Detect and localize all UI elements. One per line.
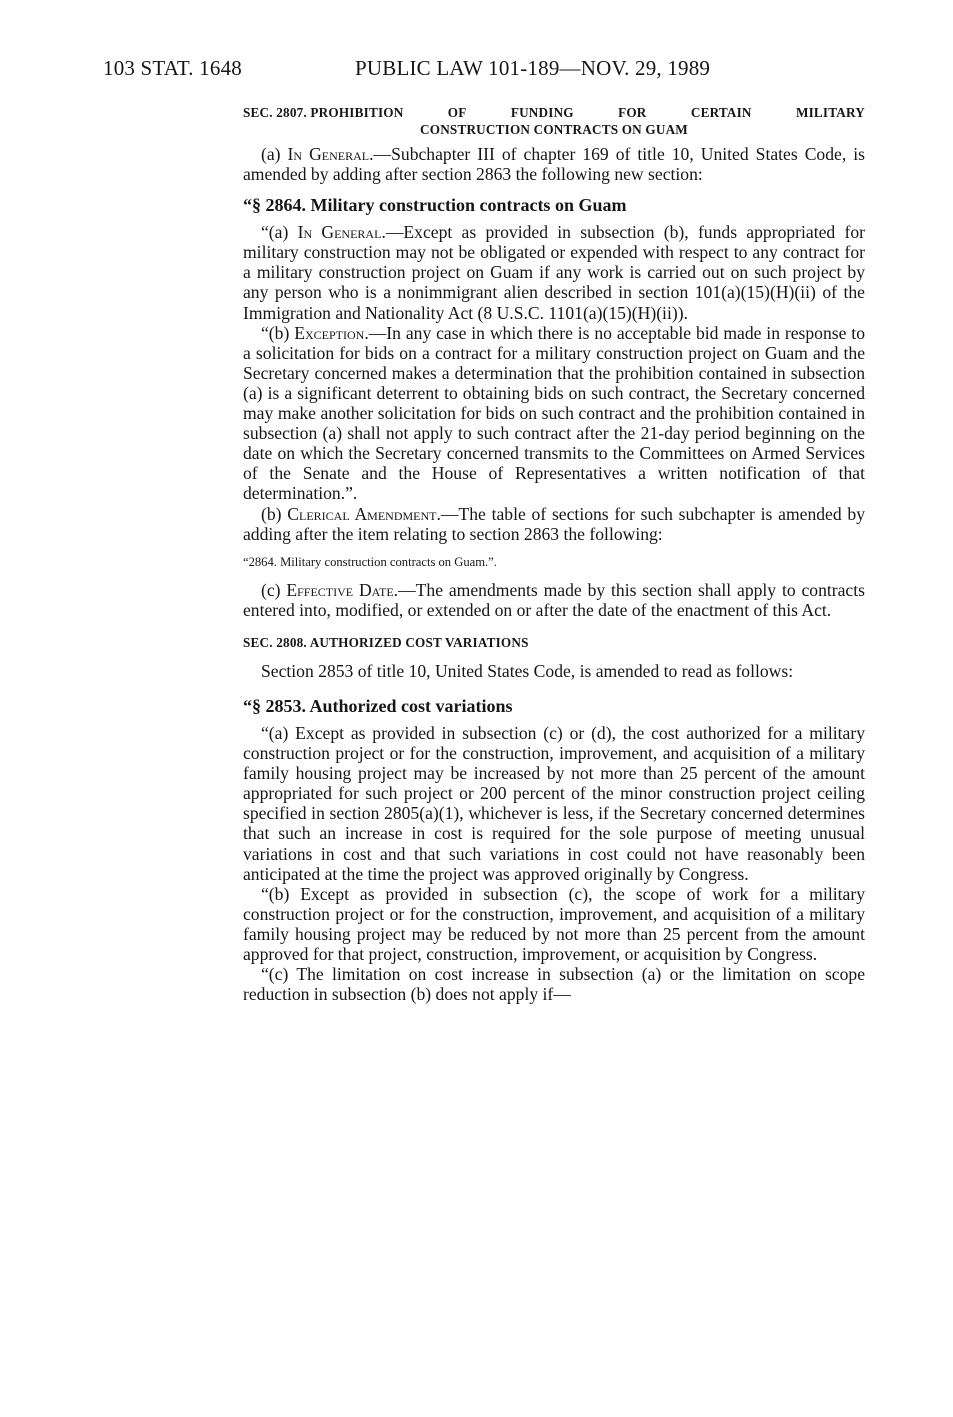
heading-word: OF bbox=[447, 105, 467, 120]
subsection-text: .—Except as provided in subsection (b), funds appropriated for military construction may not be obligated or expended with respect to any contract for a military construction project on Guam if any work is carried out on such project by any person who is a nonimmigrant alien described in section 101(a)(15)(H)(ii) of the Immigration and Nationality Act (8 U.S.C. 1101(a)(15)(H)(ii)). bbox=[243, 222, 865, 323]
subsection-text: .—The table of sections for such subchapter is amended by adding after the item relating to section 2863 the following: bbox=[243, 503, 865, 544]
heading-word: MILITARY bbox=[795, 105, 865, 120]
subsection-label: (a) bbox=[261, 144, 288, 164]
section-2864-subsection-a bbox=[243, 222, 865, 322]
table-of-sections-item: “2864. Military construction contracts on Guam.”. bbox=[243, 554, 497, 569]
subsection-heading: In General bbox=[297, 222, 382, 243]
new-section-2864-title: “§ 2864. Military construction contracts on Guam bbox=[243, 195, 627, 216]
subsection-b-clerical bbox=[243, 504, 865, 544]
subsection-label: (c) bbox=[261, 579, 287, 600]
sec-2807-heading bbox=[243, 104, 865, 138]
sec-2807-heading-line2: CONSTRUCTION CONTRACTS ON GUAM bbox=[420, 122, 688, 137]
heading-word: SEC. 2807. PROHIBITION bbox=[243, 105, 404, 120]
sec-2808-intro: Section 2853 of title 10, United States Code, is amended to read as follows: bbox=[261, 660, 794, 681]
heading-word: FOR bbox=[618, 105, 647, 120]
section-2853-subsection-b: “(b) Except as provided in subsection (c), the scope of work for a military construction project or for the construction, improvement, and acquisition of a military family housing project may be reduced by not more than 25 percent from the amount approved for that project, construction, improvement, or acquisition by Congress. bbox=[243, 883, 865, 964]
heading-word: CERTAIN bbox=[690, 105, 752, 120]
subsection-a bbox=[243, 144, 865, 184]
section-2853-subsection-a: “(a) Except as provided in subsection (c) or (d), the cost authorized for a military construction project or for the construction, improvement, and acquisition of a military family housing project may be increased by not more than 25 percent of the amount appropriated for such project or 200 percent of the minor construction project ceiling specified in section 2805(a)(1), whichever is less, if the Secretary concerned determines that such an increase in cost is required for the sole purpose of meeting unusual variations in cost and that such variations in cost could not have reasonably been anticipated at the time the project was approved originally by Congress. bbox=[243, 722, 865, 884]
document-body bbox=[243, 104, 865, 1004]
subsection-label: “(b) bbox=[261, 322, 295, 343]
subsection-text: .—In any case in which there is no acceptable bid made in response to a solicitation for bids on a contract for a military construction project on Guam and the Secretary concerned makes a determination that the prohibition contained in subsection (a) is a significant deterrent to obtaining bids on such contract, the Secretary concerned may make another solicitation for bids on such contract and the prohibition contained in subsection (a) shall not apply to such contract after the 21-day period beginning on the date on which the Secretary concerned transmits to the Committees on Armed Services of the Senate and the House of Representatives a written notification of that determination.”. bbox=[243, 322, 865, 504]
subsection-text: .—Subchapter III of chapter 169 of title 10, United States Code, is amended by adding after section 2863 the following new section: bbox=[243, 144, 865, 185]
section-2864-subsection-b bbox=[243, 323, 865, 504]
subsection-heading: Clerical Amendment bbox=[287, 503, 437, 524]
subsection-label: “(a) bbox=[261, 222, 298, 243]
stat-citation: 103 STAT. 1648 bbox=[103, 56, 242, 80]
public-law-title: PUBLIC LAW 101-189—NOV. 29, 1989 bbox=[355, 56, 711, 80]
new-section-2853-title: “§ 2853. Authorized cost variations bbox=[243, 695, 513, 716]
subsection-heading: Effective Date bbox=[286, 579, 394, 600]
subsection-heading: Exception bbox=[294, 322, 365, 343]
subsection-c-effective-date bbox=[243, 580, 865, 620]
heading-word: FUNDING bbox=[510, 105, 574, 120]
subsection-text: .—The amendments made by this section shall apply to contracts entered into, modified, or extended on or after the date of the enactment of this Act. bbox=[243, 579, 865, 620]
subsection-heading: In General bbox=[287, 144, 370, 164]
subsection-label: (b) bbox=[261, 503, 288, 524]
sec-2807-heading-line1 bbox=[243, 104, 865, 121]
section-2853-subsection-c: “(c) The limitation on cost increase in subsection (a) or the limitation on scope reduction in subsection (b) does not apply if— bbox=[243, 964, 865, 1005]
sec-2808-heading: SEC. 2808. AUTHORIZED COST VARIATIONS bbox=[243, 634, 529, 650]
